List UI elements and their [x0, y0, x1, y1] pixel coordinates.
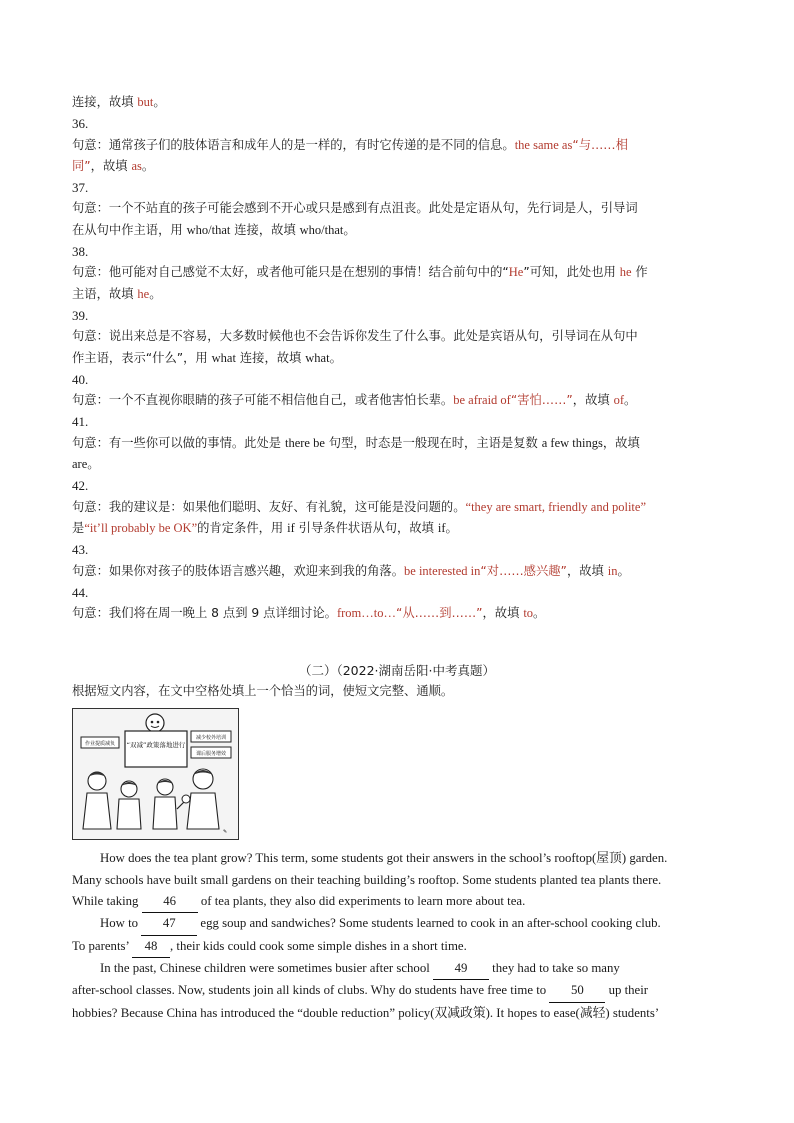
explanation-text: “they are smart, friendly and polite” [465, 499, 646, 514]
explanation-text: the same as [514, 137, 573, 152]
question-number: 37. [72, 180, 89, 196]
explanation-line [72, 348, 722, 369]
explanation-text: in [607, 563, 618, 578]
explanation-text: who/that [299, 222, 344, 237]
explanation-text: he [619, 265, 632, 280]
explanation-text: 句意：我们将在周一晚上 8 点到 9 点详细讨论。 [72, 606, 337, 621]
explanation-text: what [211, 350, 236, 365]
question-number: 39. [72, 307, 89, 323]
explanation-line [72, 603, 722, 624]
explanation-text: 是 [72, 520, 85, 535]
explanation-line [72, 198, 722, 219]
passage-text: of tea plants, they also did experiments to learn more about tea. [197, 894, 526, 909]
explanation-text: who/that [186, 222, 231, 237]
passage-text: up their [605, 983, 649, 998]
explanation-text: 。 [153, 95, 166, 109]
explanation-text: 在从句中作主语，用 [72, 222, 187, 237]
explanation-text: 句意：我的建议是：如果他们聪明、友好、有礼貌，这可能是没问题的。 [72, 499, 466, 514]
explanation-text: 。 [343, 222, 356, 237]
passage-text: , their kids could cook some simple dishes in a short time. [170, 938, 467, 953]
explanation-text: 。 [533, 606, 546, 621]
cartoon-banner-text: “双减”政策落地进行 [126, 741, 186, 750]
explanation-line [72, 156, 722, 177]
explanation-text: 句意：说出来总是不容易，大多数时候他也不会告诉你发生了什么事。此处是宾语从句，引导词在从句中 [72, 329, 638, 344]
explanation-line [72, 433, 722, 454]
explanation-text: a few things [541, 435, 603, 450]
cartoon-illustration [72, 708, 239, 840]
passage-text: Many schools have built small gardens on their teaching building’s rooftop. Some students planted tea plants there. [72, 872, 662, 887]
explanation-text: “害怕……” [510, 393, 573, 408]
explanation-text: 句意：一个不站直的孩子可能会感到不开心或只是感到有点沮丧。此处是定语从句，先行词是人，引导词 [72, 201, 638, 216]
explanation-text: of [613, 393, 624, 408]
cartoon-sign-right: 减少校外培训 [195, 735, 227, 742]
explanation-text: what [305, 350, 330, 365]
reading-passage [72, 848, 722, 1023]
explanation-text: “it’ll probably be OK” [84, 520, 198, 535]
passage-text: after-school classes. Now, students join all kinds of clubs. Why do students have free time to [72, 983, 550, 998]
cartoon-drawing [73, 709, 238, 839]
explanation-text: 同” [72, 158, 91, 173]
explanation-text: 的肯定条件，用 [197, 520, 288, 535]
explanation-text: ，故填 [566, 563, 608, 578]
passage-line [72, 980, 722, 1002]
answer-blank-49[interactable]: 49 [433, 958, 489, 980]
explanation-text: ，故填 [90, 158, 132, 173]
passage-text: egg soup and sandwiches? Some students learned to cook in an after-school cooking club. [197, 916, 661, 931]
answer-blank-48[interactable]: 48 [132, 936, 170, 958]
explanation-text: 引导条件状语从句，故填 [294, 520, 438, 535]
explanation-text: 。 [149, 286, 162, 301]
explanation-text: ，故填 [602, 435, 640, 450]
explanation-text: “从……到……” [395, 606, 483, 621]
explanation-text: there be [284, 435, 325, 450]
passage-line [72, 848, 722, 869]
passage-text: they had to take so many [488, 960, 620, 975]
explanation-text: from…to… [336, 606, 396, 621]
explanation-text: 连接，故填 [72, 95, 138, 109]
explanation-text: to [523, 606, 534, 621]
explanation-line [72, 326, 722, 347]
answer-explanations [72, 92, 722, 624]
explanation-text: “对……感兴趣” [480, 563, 567, 578]
explanation-text: 。 [624, 393, 637, 408]
explanation-text: ”可知，此处也用 [523, 265, 620, 280]
explanation-text: are [72, 457, 88, 472]
explanation-line [72, 284, 722, 305]
explanation-line [72, 135, 722, 156]
question-number: 41. [72, 414, 89, 430]
svg-text:✎: ✎ [223, 829, 228, 836]
section-instruction: 根据短文内容，在文中空格处填上一个恰当的词，使短文完整、通顺。 [72, 684, 454, 699]
answer-blank-50[interactable]: 50 [549, 980, 605, 1002]
explanation-text: 句意：通常孩子们的肢体语言和成年人的是一样的，有时它传递的是不同的信息。 [72, 137, 515, 152]
passage-text: How to [100, 916, 142, 931]
explanation-text: 主语，故填 [72, 286, 138, 301]
explanation-text: 。 [87, 457, 100, 472]
explanation-text: 。 [445, 520, 458, 535]
passage-line [72, 891, 722, 913]
explanation-line [72, 561, 722, 582]
explanation-text: 句意：他可能对自己感觉不太好，或者他可能只是在想别的事情！结合前句中的“ [72, 265, 509, 280]
question-number: 36. [72, 116, 89, 132]
explanation-line [72, 262, 722, 283]
passage-text: To parents’ [72, 938, 132, 953]
passage-line [72, 1003, 722, 1024]
question-number: 42. [72, 478, 89, 494]
explanation-text: 连接，故填 [230, 222, 300, 237]
explanation-text: if [437, 520, 446, 535]
explanation-text: ，故填 [572, 393, 614, 408]
explanation-line [72, 220, 722, 241]
cartoon-sign-right-2: 课后服务增效 [195, 751, 227, 758]
passage-text: In the past, Chinese children were sometimes busier after school [100, 960, 433, 975]
explanation-line [72, 497, 722, 518]
explanation-line [72, 454, 722, 475]
cartoon-sign-left: 作业提质减负 [84, 741, 116, 748]
explanation-text: 。 [617, 563, 630, 578]
passage-text: While taking [72, 894, 142, 909]
document-page [72, 92, 722, 1024]
explanation-text: 句意：如果你对孩子的肢体语言感兴趣，欢迎来到我的角落。 [72, 563, 405, 578]
explanation-text: 连接，故填 [235, 350, 306, 365]
question-number: 40. [72, 371, 89, 387]
explanation-line [72, 518, 722, 539]
question-number: 44. [72, 584, 89, 600]
explanation-text: he [137, 286, 150, 301]
explanation-text: 句型，时态是一般现在时，主语是复数 [324, 435, 542, 450]
passage-line [72, 936, 722, 958]
explanation-text: if [287, 520, 295, 535]
explanation-text: 作主语，表示“什么”，用 [72, 350, 212, 365]
explanation-text: 。 [329, 350, 342, 365]
explanation-text: be afraid of [453, 393, 511, 408]
explanation-line [72, 390, 722, 411]
passage-line [72, 913, 722, 935]
explanation-text: but [137, 95, 154, 109]
explanation-text: “与……相 [572, 137, 628, 152]
passage-text: How does the tea plant grow? This term, some students got their answers in the school’s rooftop(屋顶) garden. [100, 851, 668, 866]
explanation-text: 作 [631, 265, 648, 280]
explanation-text: 句意：有一些你可以做的事情。此处是 [72, 435, 285, 450]
explanation-text: ，故填 [482, 606, 524, 621]
explanation-text: He [508, 265, 524, 280]
question-number: 38. [72, 244, 89, 260]
explanation-text: 。 [141, 158, 155, 173]
passage-text: hobbies? Because China has introduced the “double reduction” policy(双减政策). It hopes to ease(减轻) students’ [72, 1005, 660, 1020]
explanation-line [72, 92, 722, 113]
answer-blank-47[interactable]: 47 [141, 913, 197, 935]
explanation-text: be interested in [404, 563, 481, 578]
answer-blank-46[interactable]: 46 [142, 891, 198, 913]
passage-line [72, 958, 722, 980]
section-title: （二）（2022·湖南岳阳·中考真题） [298, 663, 495, 679]
question-number: 43. [72, 542, 89, 558]
explanation-text: 句意：一个不直视你眼睛的孩子可能不相信他自己，或者他害怕长辈。 [72, 393, 454, 408]
passage-line [72, 870, 722, 891]
explanation-text: as [131, 158, 142, 173]
